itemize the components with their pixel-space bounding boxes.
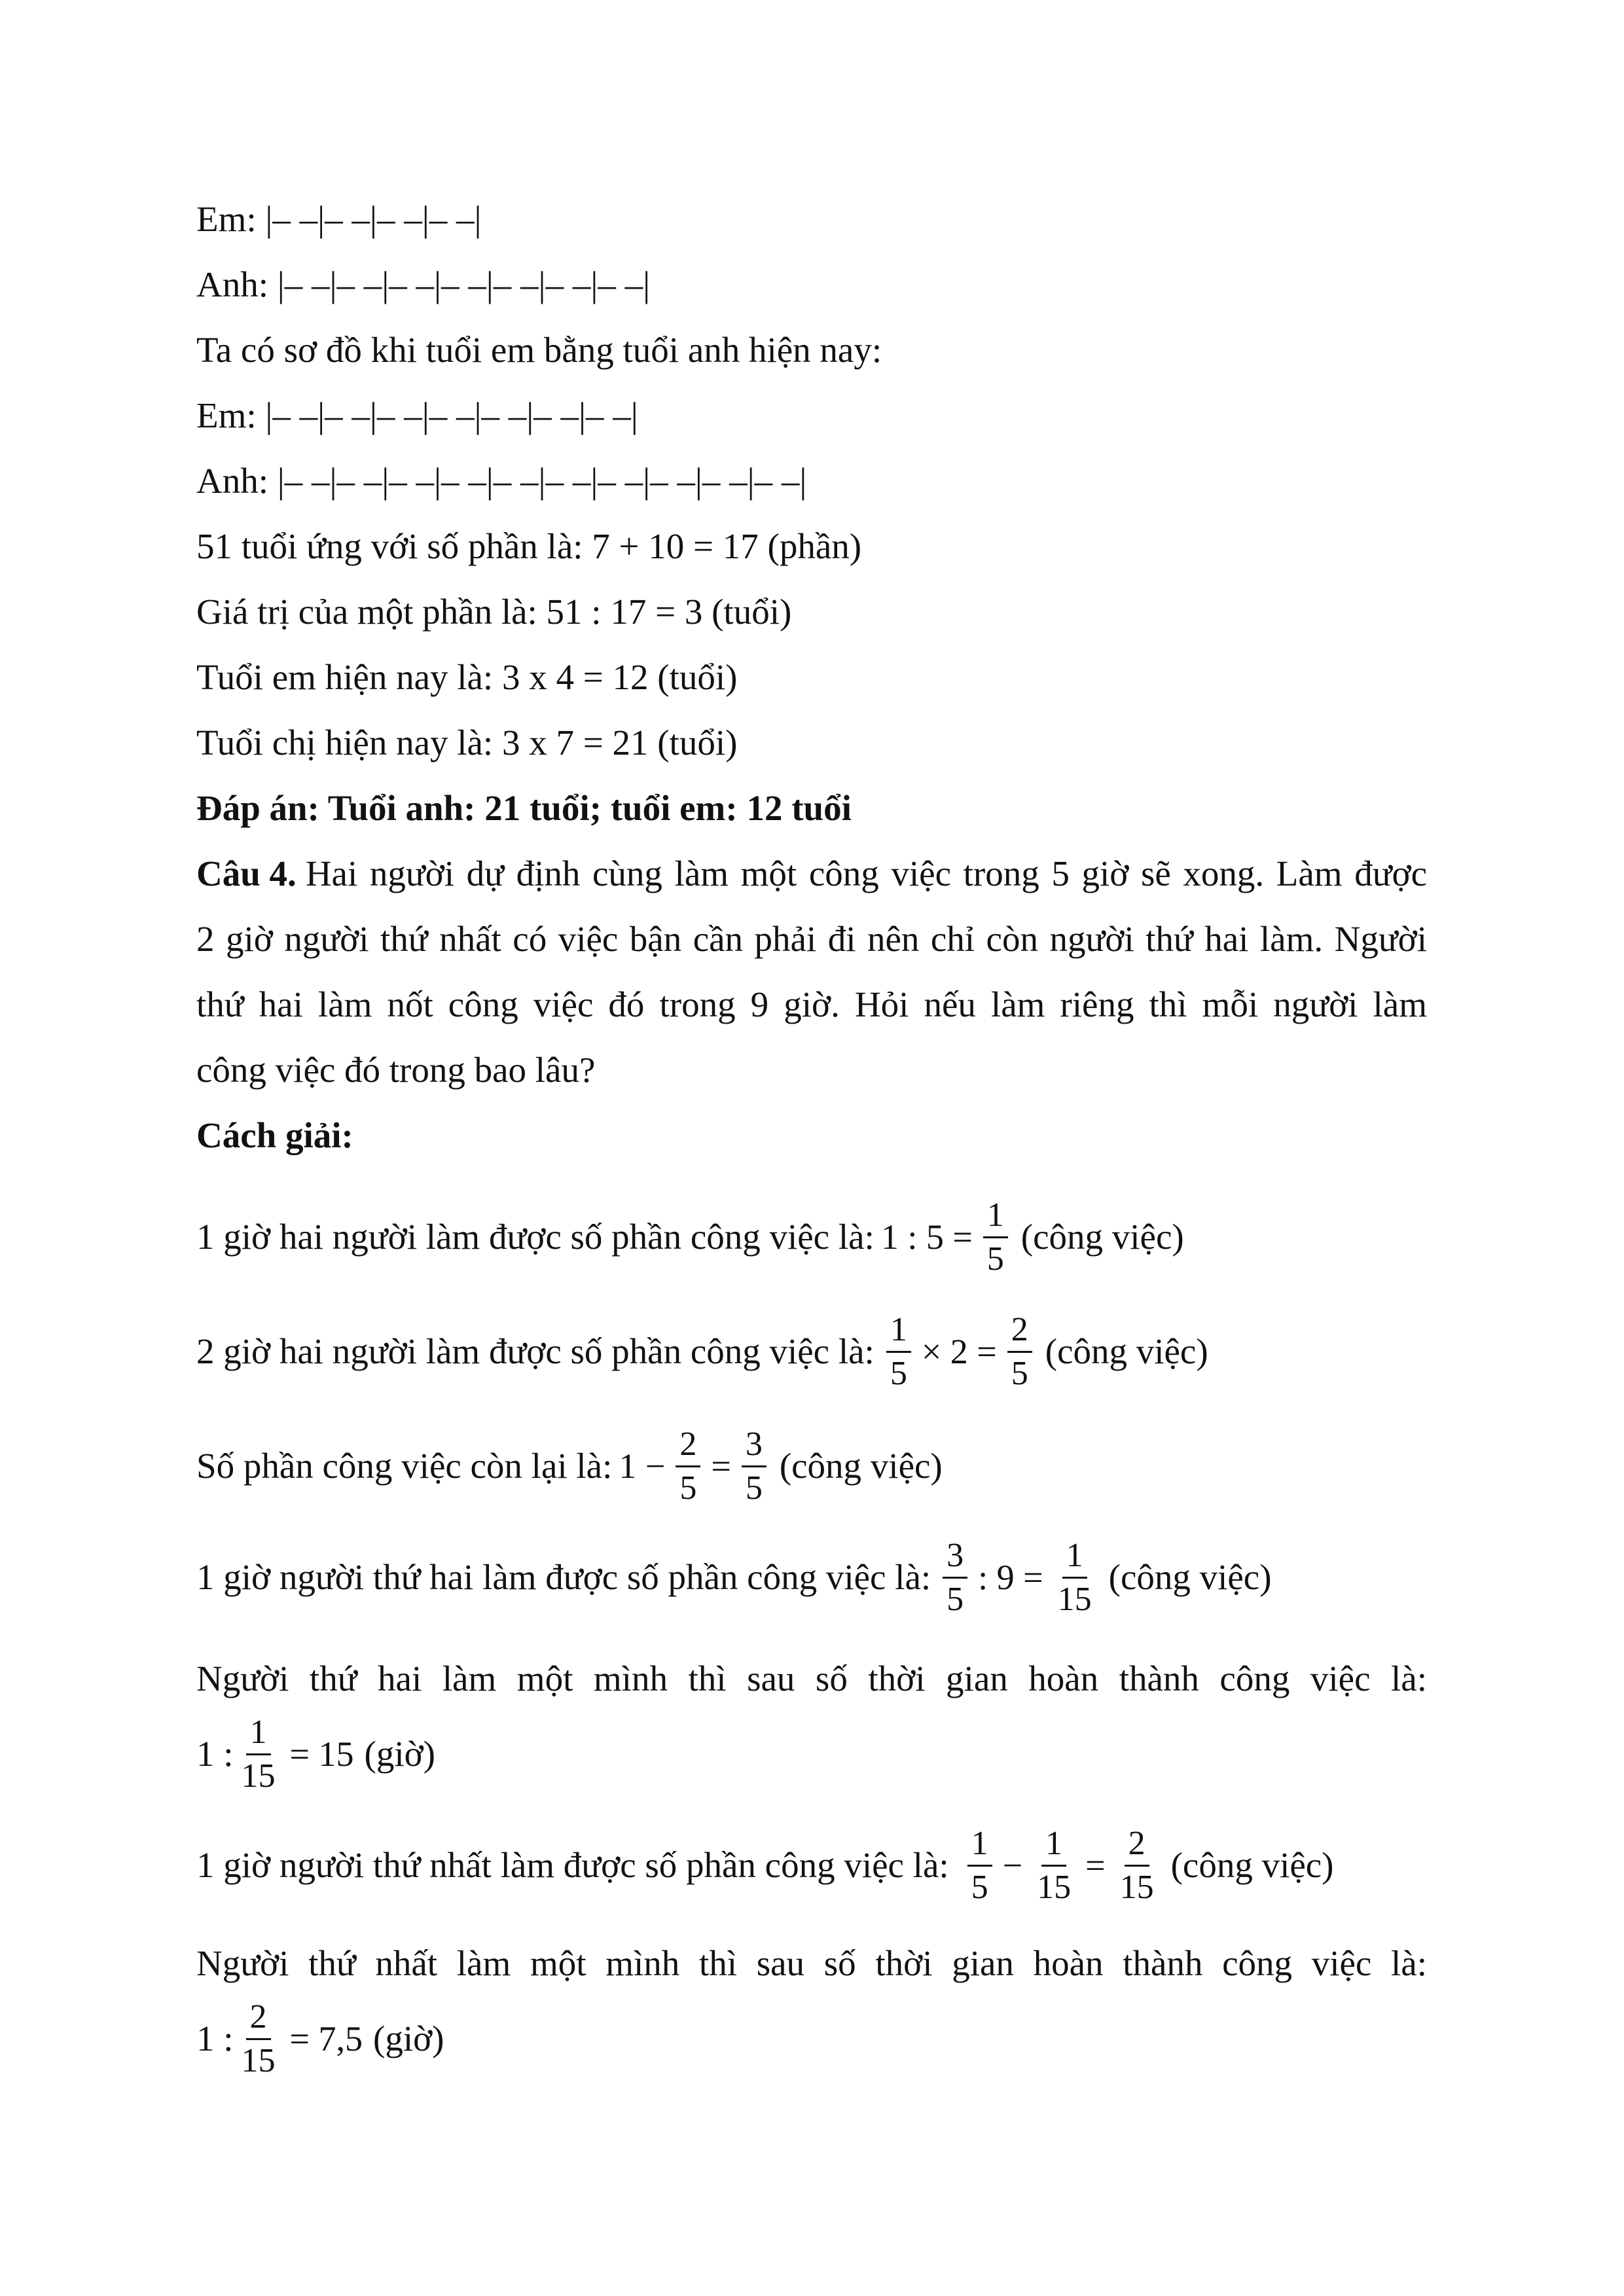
question4-text: Hai người dự định cùng làm một công việc trong 5 giờ sẽ xong. Làm được (305, 853, 1427, 893)
diagram2-intro: Ta có sơ đồ khi tuổi em bằng tuổi anh hiện nay: (196, 330, 882, 370)
numerator: 2 (676, 1424, 700, 1467)
denominator: 5 (679, 1469, 697, 1507)
fraction (943, 1535, 967, 1621)
question4-label: Câu 4. (196, 853, 297, 893)
denominator: 15 (241, 2041, 276, 2079)
fraction (238, 1712, 280, 1797)
numerator: 3 (742, 1424, 767, 1467)
solution3-line: 51 tuổi ứng với số phần là: 7 + 10 = 17 (phần) (196, 526, 862, 566)
step-operator: = (711, 1446, 731, 1486)
step-result: = 7,5 (289, 2019, 363, 2058)
step-unit: (giờ) (364, 1734, 435, 1774)
step-operator: × 2 = (921, 1332, 997, 1371)
step-unit: (công việc) (779, 1446, 943, 1486)
denominator: 15 (1037, 1868, 1072, 1906)
step-operator: 1 − (619, 1446, 666, 1486)
fraction (676, 1424, 700, 1509)
denominator: 5 (986, 1240, 1004, 1278)
solution3-line: Tuổi em hiện nay là: 3 x 4 = 12 (tuổi) (196, 657, 738, 697)
numerator: 1 (1041, 1823, 1066, 1867)
solution3-line: Tuổi chị hiện nay là: 3 x 7 = 21 (tuổi) (196, 723, 738, 762)
step-text: 2 giờ hai người làm được số phần công việc là: (196, 1331, 875, 1371)
diagram1-em: Em: |– –|– –|– –|– –| (196, 199, 482, 239)
question4-line3: thứ hai làm nốt công việc đó trong 9 giờ. Hỏi nếu làm riêng thì mỗi người làm (196, 984, 1427, 1024)
method-label: Cách giải: (196, 1115, 353, 1155)
step-4 (196, 1528, 1272, 1626)
diagram2-em: Em: |– –|– –|– –|– –|– –|– –|– –| (196, 395, 638, 435)
denominator: 15 (241, 1757, 276, 1795)
numerator: 1 (1062, 1535, 1087, 1579)
step-operator: : 9 = (978, 1558, 1043, 1597)
step-text: 1 giờ hai người làm được số phần công việc là: (196, 1217, 875, 1257)
step-7-text: Người thứ nhất làm một mình thì sau số thời gian hoàn thành công việc là: (196, 1943, 1427, 1983)
numerator: 2 (246, 1996, 271, 2040)
step-3 (196, 1417, 943, 1515)
diagram1-anh: Anh: |– –|– –|– –|– –|– –|– –|– –| (196, 264, 651, 304)
fraction (1054, 1535, 1096, 1621)
step-expr: 1 : 5 = (880, 1217, 973, 1257)
step-1 (196, 1188, 1184, 1286)
denominator: 15 (1119, 1868, 1154, 1906)
step-unit: (công việc) (1108, 1557, 1272, 1597)
fraction (967, 1823, 992, 1909)
step-operator: − (1002, 1846, 1023, 1885)
denominator: 5 (745, 1469, 763, 1507)
numerator: 2 (1125, 1823, 1149, 1867)
fraction (238, 1996, 280, 2082)
step-unit: (công việc) (1170, 1845, 1334, 1885)
question4-line1 (196, 851, 1427, 897)
solution3-line: Giá trị của một phần là: 51 : 17 = 3 (tuổi) (196, 592, 792, 632)
numerator: 1 (983, 1194, 1008, 1238)
step-operator: = (1085, 1846, 1106, 1885)
numerator: 1 (886, 1309, 911, 1353)
step-operator: 1 : (196, 1734, 234, 1774)
denominator: 5 (1011, 1354, 1028, 1392)
question4-line2: 2 giờ người thứ nhất có việc bận cần phải đi nên chỉ còn người thứ hai làm. Người (196, 919, 1427, 959)
step-unit: (công việc) (1045, 1331, 1208, 1371)
step-5-text: Người thứ hai làm một mình thì sau số thời gian hoàn thành công việc là: (196, 1659, 1427, 1698)
numerator: 2 (1007, 1309, 1032, 1353)
fraction (983, 1194, 1008, 1280)
question4-line4: công việc đó trong bao lâu? (196, 1050, 596, 1090)
denominator: 5 (947, 1580, 964, 1618)
fraction (1033, 1823, 1075, 1909)
step-unit: (giờ) (373, 2018, 444, 2058)
denominator: 5 (971, 1868, 988, 1906)
step-unit: (công việc) (1020, 1217, 1184, 1257)
numerator: 3 (943, 1535, 967, 1579)
numerator: 1 (967, 1823, 992, 1867)
fraction (1007, 1309, 1032, 1395)
denominator: 5 (890, 1354, 907, 1392)
step-2 (196, 1302, 1208, 1401)
diagram2-anh: Anh: |– –|– –|– –|– –|– –|– –|– –|– –|– –|– –| (196, 461, 807, 501)
numerator: 1 (246, 1712, 271, 1755)
fraction (1116, 1823, 1158, 1909)
step-6 (196, 1816, 1334, 1914)
denominator: 15 (1057, 1580, 1092, 1618)
step-text: 1 giờ người thứ hai làm được số phần công việc là: (196, 1557, 931, 1597)
step-result: = 15 (289, 1734, 354, 1774)
step-text: 1 giờ người thứ nhất làm được số phần công việc là: (196, 1845, 949, 1885)
answer3: Đáp án: Tuổi anh: 21 tuổi; tuổi em: 12 tuổi (196, 788, 852, 828)
step-5 (196, 1705, 435, 1803)
step-operator: 1 : (196, 2018, 234, 2058)
step-7 (196, 1990, 444, 2088)
step-text: Số phần công việc còn lại là: (196, 1446, 613, 1486)
fraction (886, 1309, 911, 1395)
fraction (742, 1424, 767, 1509)
